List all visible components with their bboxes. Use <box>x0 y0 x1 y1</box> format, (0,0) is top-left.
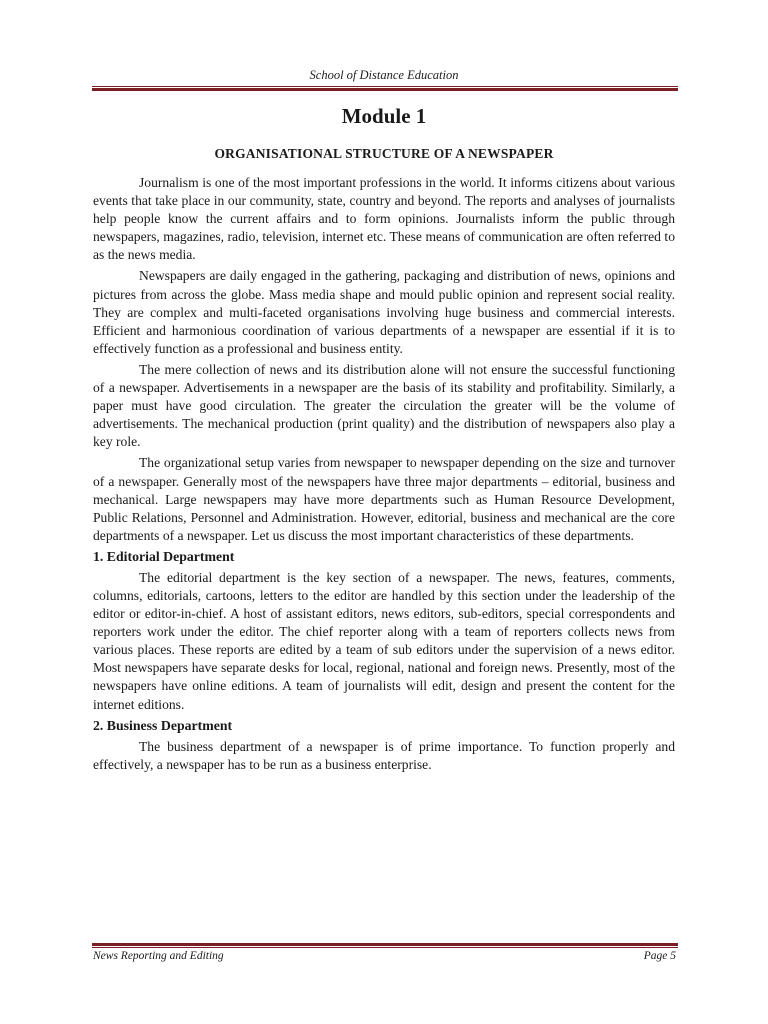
chapter-title: ORGANISATIONAL STRUCTURE OF A NEWSPAPER <box>214 146 554 161</box>
section-heading-business: 2. Business Department <box>93 717 233 733</box>
header-rule <box>92 86 678 91</box>
page-content <box>93 104 675 777</box>
running-header: School of Distance Education <box>309 68 459 82</box>
paragraph: The mere collection of news and its distribution alone will not ensure the successful functioning of a newspaper. Advertisements in a newspaper are the basis of its stability and profitability. Similarly, a paper must have good circulation. The greater the circulation the greater will be the volume of advertisements. The mechanical production (print quality) and the distribution of newspapers also play a key role. <box>93 361 675 450</box>
paragraph: The organizational setup varies from newspaper to newspaper depending on the size and turnover of a newspaper. Generally most of the newspapers have three major departments – editorial, business and mechanical. Large newspapers may have more departments such as Human Resource Development, Public Relations, Personnel and Administration. However, editorial, business and mechanical are the core departments of a newspaper. Let us discuss the most important characteristics of these departments. <box>93 455 675 543</box>
page-number: Page 5 <box>643 950 676 962</box>
module-title: Module 1 <box>341 104 427 128</box>
section-paragraph-editorial: The editorial department is the key section of a newspaper. The news, features, comments, columns, editorials, cartoons, letters to the editor are handled by this section under the leadership of the editor or editor-in-chief. A host of assistant editors, news editors, sub-editors, special correspondents and reporters work under the editor. The chief reporter along with a team of reporters collects news from various places. These reports are edited by a team of sub editors under the supervision of a news editor. Most newspapers have separate desks for local, regional, national and foreign news. Presently, most of the newspapers have online editions. A team of journalists will edit, design and present the content for the internet editions. <box>93 569 675 712</box>
footer-book-title: News Reporting and Editing <box>93 950 224 962</box>
footer-rule <box>92 942 678 948</box>
paragraph: Newspapers are daily engaged in the gathering, packaging and distribution of news, opinions and pictures from across the globe. Mass media shape and mould public opinion and represent social reality. They are complex and multi-faceted organisations involving huge business and commercial interests. Efficient and harmonious coordination of various departments of a newspaper are essential if it is to effectively function as a professional and business entity. <box>93 268 675 356</box>
paragraph: Journalism is one of the most important professions in the world. It informs citizens about various events that take place in our community, state, country and beyond. The reports and analyses of journalists help people know the current affairs and to form opinions. Journalists inform the public through newspapers, magazines, radio, television, internet etc. These means of communication are often referred to as the news media. <box>93 175 675 263</box>
section-paragraph-business: The business department of a newspaper is of prime importance. To function properly and effectively, a newspaper has to be run as a business enterprise. <box>93 738 675 772</box>
section-heading-editorial: 1. Editorial Department <box>93 548 235 564</box>
